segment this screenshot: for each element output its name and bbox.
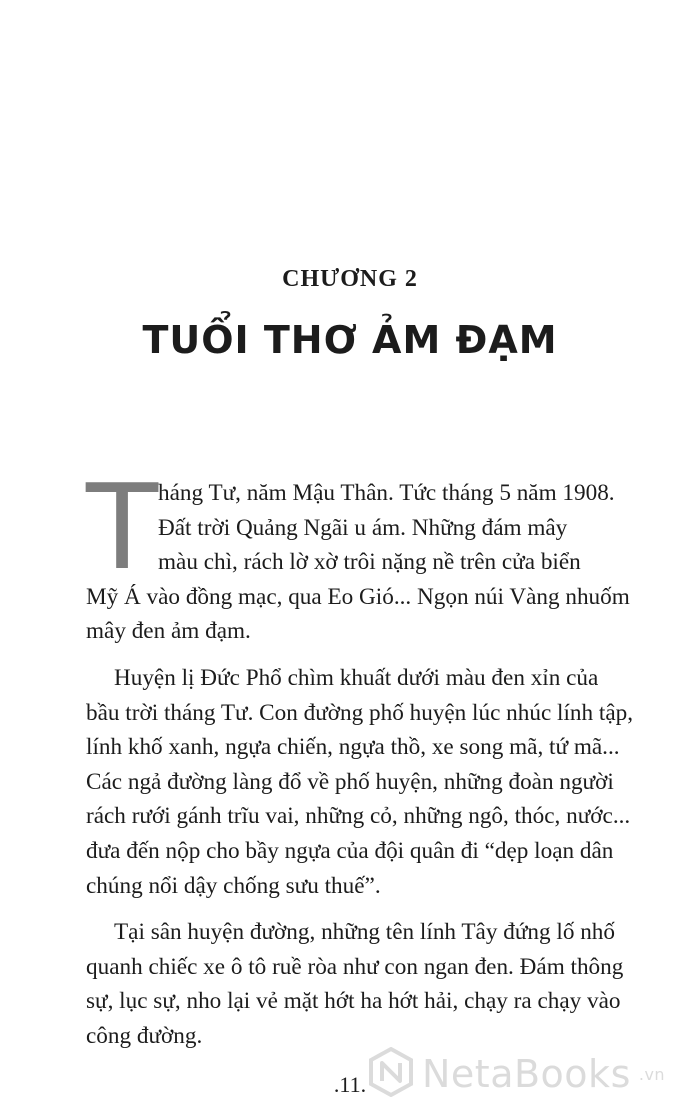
text-line: đưa đến nộp cho bầy ngựa của đội quân đi “dẹp loạn dân (86, 837, 614, 864)
text-line: háng Tư, năm Mậu Thân. Tức tháng 5 năm 1908. (158, 480, 615, 506)
text-line: sự, lục sự, nho lại vẻ mặt hớt ha hớt hải, chạy ra chạy vào (86, 988, 621, 1015)
text-line: bầu trời tháng Tư. Con đường phố huyện lúc nhúc lính tập, (86, 699, 634, 726)
text-line: mây đen ảm đạm. (86, 618, 251, 645)
chapter-title: TUỔI THƠ ẢM ĐẠM (142, 318, 558, 362)
text-line: chúng nổi dậy chống sưu thuế”. (86, 872, 381, 899)
text-line: Mỹ Á vào đồng mạc, qua Eo Gió... Ngọn núi Vàng nhuốm (86, 583, 630, 610)
text-line: Các ngả đường làng đổ về phố huyện, những đoàn người (86, 768, 614, 795)
text-line: Tại sân huyện đường, những tên lính Tây đứng lố nhố (114, 919, 615, 946)
page-number: .11. (333, 1072, 367, 1097)
text-line: Huyện lị Đức Phổ chìm khuất dưới màu đen xỉn của (114, 664, 599, 691)
text-line: rách rưới gánh trĩu vai, những cỏ, những ngô, thóc, nước... (86, 803, 631, 830)
text-line: màu chì, rách lờ xờ trôi nặng nề trên cửa biển (158, 549, 581, 576)
paragraph-2 (86, 661, 686, 903)
text-line: Đất trời Quảng Ngãi u ám. Những đám mây (158, 514, 568, 541)
text-line: quanh chiếc xe ô tô ruề ròa như con ngan đen. Đám thông (86, 953, 624, 980)
watermark (368, 1046, 698, 1102)
paragraph-1 (86, 476, 686, 649)
body-text (86, 476, 686, 1054)
paragraph-3 (86, 915, 686, 1053)
chapter-label: CHƯƠNG 2 (282, 266, 418, 292)
drop-cap: T (86, 458, 159, 596)
text-line: lính khố xanh, ngựa chiến, ngựa thồ, xe song mã, tứ mã... (86, 734, 620, 761)
text-line: công đường. (86, 1022, 203, 1049)
watermark-brand: NetaBooks (422, 1052, 631, 1096)
watermark-suffix: .vn (638, 1064, 666, 1084)
netabooks-logo-icon (368, 1047, 414, 1102)
